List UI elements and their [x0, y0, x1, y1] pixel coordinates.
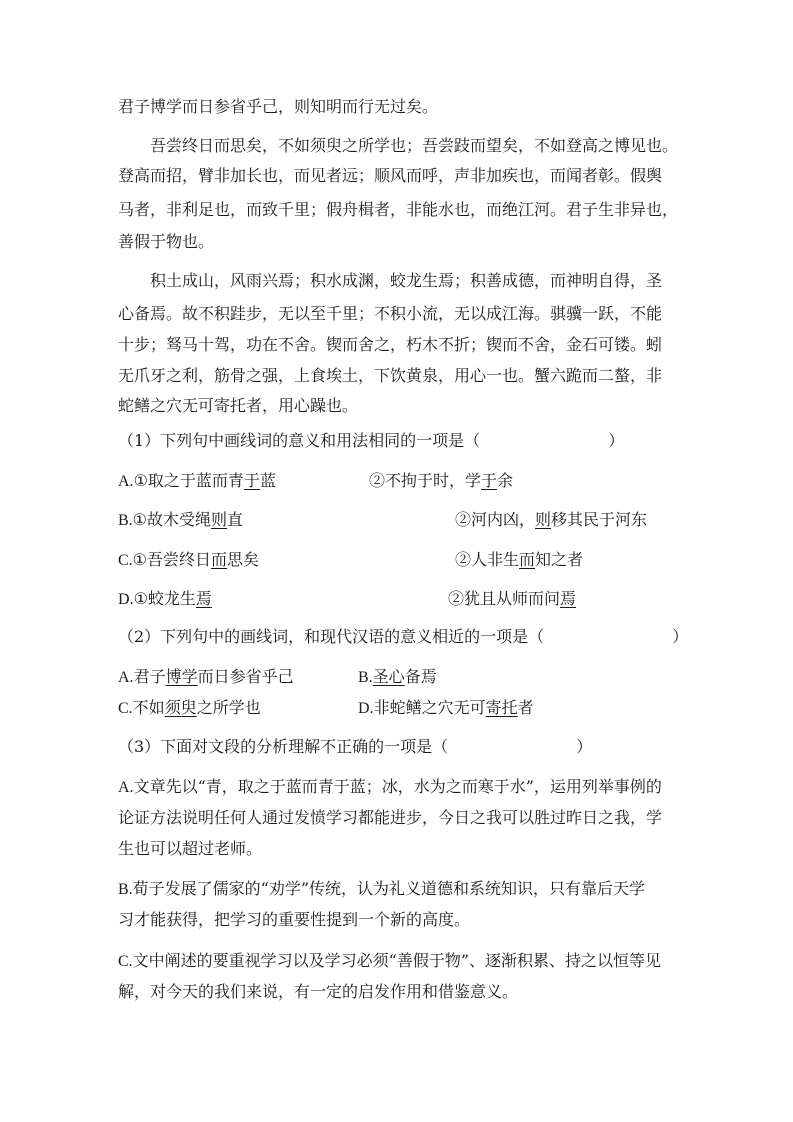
passage-line: 无爪牙之利，筋骨之强，上食埃土，下饮黄泉，用心一也。蟹六跪而二螯，非: [118, 366, 663, 385]
underlined-word: 而: [519, 550, 536, 569]
q3-option-b-line: 习才能获得，把学习的重要性提到一个新的高度。: [118, 910, 471, 929]
q1-option-c-second: ②人非生而知之者: [455, 550, 584, 569]
underlined-word: 须臾: [164, 698, 197, 717]
q1-option-b-second: ②河内凶，则移其民于河东: [455, 510, 648, 529]
q2-option-b[interactable]: B.圣心备焉: [358, 667, 437, 686]
passage-line: 吾尝终日而思矣，不如须臾之所学也；吾尝跂而望矣，不如登高之博见也。: [150, 136, 679, 155]
question-1-stem: [118, 431, 624, 451]
passage-line: 心备焉。故不积跬步，无以至千里；不积小流，无以成江海。骐骥一跃，不能: [118, 304, 663, 323]
passage-line: 蛇鳝之穴无可寄托者，用心躁也。: [118, 396, 359, 415]
underlined-word: 焉: [560, 589, 577, 608]
q3-option-c-line: 解，对今天的我们来说，有一定的启发作用和借鉴意义。: [118, 982, 519, 1001]
underlined-word: 焉: [195, 589, 212, 608]
passage-line: 登高而招，臂非加长也，而见者远；顺风而呼，声非加疾也，而闻者彰。假舆: [118, 166, 663, 185]
underlined-word: 于: [243, 471, 260, 490]
question-2-stem: [118, 627, 688, 647]
q1-option-a-second: ②不拘于时，学于余: [369, 471, 514, 490]
underlined-word: 博学: [165, 667, 198, 686]
q1-option-b[interactable]: B.①故木受绳则直: [118, 510, 244, 529]
q1-option-a[interactable]: A.①取之于蓝而青于蓝: [118, 471, 276, 490]
passage-line: 积土成山，风雨兴焉；积水成渊，蛟龙生焉；积善成德，而神明自得，圣: [150, 271, 663, 290]
question-stem-text: （3）下面对文段的分析理解不正确的一项是（: [118, 737, 449, 756]
q3-option-a-line: 生也可以超过老师。: [118, 839, 263, 858]
passage-line: 君子博学而日参省乎己，则知明而行无过矣。: [118, 97, 439, 116]
question-stem-text: （2）下列句中的画线词，和现代汉语的意义相近的一项是（: [118, 627, 545, 646]
q1-option-d-second: ②犹且从师而问焉: [448, 589, 577, 608]
underlined-word: 寄托: [485, 698, 518, 717]
close-paren: ）: [576, 737, 593, 756]
q3-option-a-line: 论证方法说明任何人通过发愤学习都能进步，今日之我可以胜过昨日之我，学: [118, 808, 663, 827]
underlined-word: 圣心: [372, 667, 405, 686]
q2-option-a[interactable]: A.君子博学而日参省乎己: [118, 667, 294, 686]
passage-line: 马者，非利足也，而致千里；假舟楫者，非能水也，而绝江河。君子生非异也，: [118, 200, 679, 219]
q2-option-d[interactable]: D.非蛇鳝之穴无可寄托者: [358, 698, 534, 717]
underlined-word: 则: [211, 510, 228, 529]
close-paren: ）: [608, 431, 625, 450]
passage-line: 十步；驽马十驾，功在不舍。锲而舍之，朽木不折；锲而不舍，金石可镂。蚓: [118, 335, 663, 354]
q3-option-b[interactable]: B.荀子发展了儒家的“劝学”传统，认为礼义道德和系统知识，只有靠后天学: [118, 879, 646, 898]
underlined-word: 则: [535, 510, 552, 529]
question-stem-text: （1）下列句中画线词的意义和用法相同的一项是（: [118, 431, 481, 450]
underlined-word: 而: [211, 550, 228, 569]
underlined-word: 于: [481, 471, 498, 490]
close-paren: ）: [672, 627, 689, 646]
q1-option-d[interactable]: D.①蛟龙生焉: [118, 589, 212, 608]
question-3-stem: [118, 737, 592, 757]
passage-line: 善假于物也。: [118, 232, 215, 251]
q2-option-c[interactable]: C.不如须臾之所学也: [118, 698, 261, 717]
q3-option-c[interactable]: C.文中阐述的要重视学习以及学习必须“善假于物”、逐渐积累、持之以恒等见: [118, 951, 662, 970]
q1-option-c[interactable]: C.①吾尝终日而思矣: [118, 550, 260, 569]
q3-option-a[interactable]: A.文章先以“青，取之于蓝而青于蓝；冰，水为之而寒于水”，运用列举事例的: [118, 777, 662, 796]
